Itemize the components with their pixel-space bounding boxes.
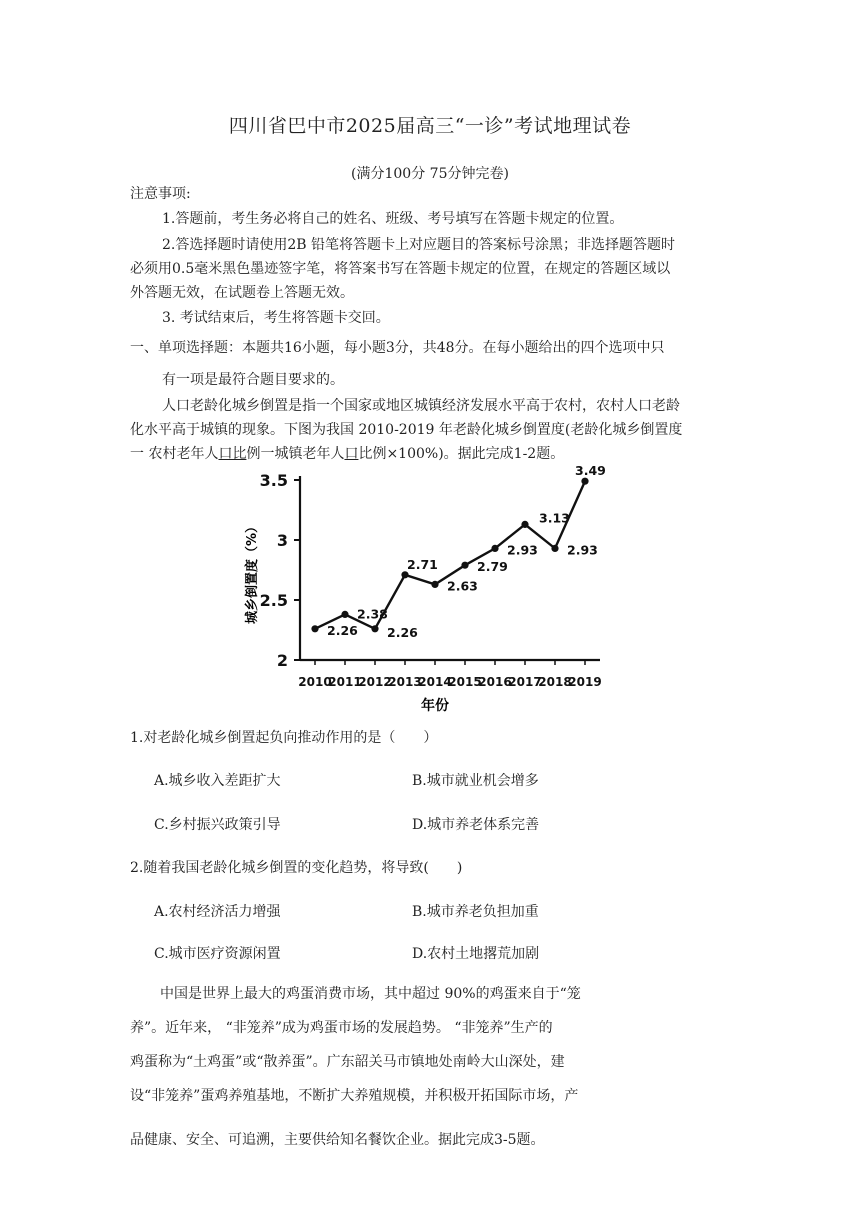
data-label: 2.71 (407, 556, 438, 572)
x-tick-label: 2010 (298, 675, 332, 689)
exam-subtitle: (满分100分 75分钟完卷) (351, 166, 509, 182)
data-point (431, 581, 438, 588)
x-tick-label: 2015 (448, 675, 482, 689)
y-tick-label: 2 (276, 651, 288, 670)
data-label: 2.26 (387, 624, 418, 640)
data-label: 2.93 (567, 542, 598, 558)
formula-part-e: 比例×100%)。据此完成1-2题。 (358, 446, 565, 462)
formula-part-b: 口比 (218, 446, 247, 462)
passage2-line4: 设“非笼养”蛋鸡养殖基地，不断扩大养殖规模，并积极开拓国际市场，产 (130, 1088, 579, 1104)
data-label: 3.13 (539, 510, 570, 526)
x-tick-label: 2019 (568, 675, 602, 689)
data-point (311, 625, 318, 632)
passage1-line1: 人口老龄化城乡倒置是指一个国家或地区城镇经济发展水平高于农村，农村人口老龄 (162, 398, 680, 414)
passage2-line5: 品健康、安全、可追溯，主要供给知名餐饮企业。据此完成3-5题。 (130, 1132, 545, 1148)
notice-item-1: 1.答题前，考生务必将自己的姓名、班级、考号填写在答题卡规定的位置。 (162, 211, 624, 227)
question-2-option-b: B.城市养老负担加重 (412, 904, 539, 920)
chart-data-labels (327, 463, 606, 640)
notice-item-2-end: 外答题无效，在试题卷上答题无效。 (130, 285, 354, 301)
x-axis-label: 年份 (421, 698, 449, 714)
data-label: 2.38 (357, 606, 388, 622)
data-point (371, 625, 378, 632)
data-label: 2.79 (477, 559, 508, 575)
question-2-option-c: C.城市医疗资源闲置 (154, 946, 281, 962)
aging-inversion-line-chart (230, 462, 630, 722)
chart-ticks (260, 471, 602, 689)
notice-item-2: 2.答选择题时请使用2B 铅笔将答题卡上对应题目的答案标号涂黑；非选择题答题时 (162, 237, 676, 253)
x-tick-label: 2016 (478, 675, 512, 689)
y-tick-label: 2.5 (259, 591, 288, 610)
data-point (551, 545, 558, 552)
exam-title: 四川省巴中市2025届高三“一诊”考试地理试卷 (228, 115, 632, 137)
data-point (461, 562, 468, 569)
formula-part-a: 一 农村老年人 (130, 446, 219, 462)
passage1-line2: 化水平高于城镇的现象。下图为我国 2010-2019 年老龄化城乡倒置度(老龄化城乡倒置度 (130, 422, 683, 438)
question-1-option-a: A.城乡收入差距扩大 (154, 773, 281, 789)
x-tick-label: 2017 (508, 675, 542, 689)
notice-item-3: 3. 考试结束后，考生将答题卡交回。 (162, 310, 390, 326)
passage2-line3: 鸡蛋称为“土鸡蛋”或“散养蛋”。广东韶关马市镇地处南岭大山深处，建 (130, 1054, 565, 1070)
y-tick-label: 3 (276, 531, 288, 550)
x-tick-label: 2014 (418, 675, 452, 689)
section-heading: 一、单项选择题：本题共16小题，每小题3分，共48分。在每小题给出的四个选项中只 (130, 340, 665, 356)
y-axis-label: 城乡倒置度（%） (245, 519, 260, 625)
x-tick-label: 2018 (538, 675, 572, 689)
data-point (581, 478, 588, 485)
data-label: 2.93 (507, 542, 538, 558)
y-tick-label: 3.5 (259, 471, 288, 490)
data-label: 2.63 (447, 578, 478, 594)
question-1-option-c: C.乡村振兴政策引导 (154, 817, 281, 833)
formula-part-d: 口 (344, 446, 359, 462)
question-1-option-d: D.城市养老体系完善 (412, 817, 540, 833)
formula-part-c: 例一城镇老年人 (246, 446, 345, 462)
data-label: 2.26 (327, 622, 358, 638)
passage2-line1: 中国是世界上最大的鸡蛋消费市场，其中超过 90%的鸡蛋来自于“笼 (160, 986, 581, 1002)
x-tick-label: 2013 (388, 675, 422, 689)
series-line (315, 481, 585, 629)
data-point (401, 571, 408, 578)
notice-item-2-cont: 必须用0.5毫米黑色墨迹签字笔，将答案书写在答题卡规定的位置，在规定的答题区域以 (130, 261, 671, 277)
data-label: 3.49 (575, 463, 606, 479)
data-point (491, 545, 498, 552)
question-2-stem: 2.随着我国老龄化城乡倒置的变化趋势，将导致( ) (130, 860, 463, 876)
data-point (341, 611, 348, 618)
question-1-option-b: B.城市就业机会增多 (412, 773, 539, 789)
section-heading-cont: 有一项是最符合题目要求的。 (162, 372, 344, 388)
data-point (521, 521, 528, 528)
notice-heading: 注意事项: (130, 186, 191, 202)
passage2-line2: 养”。近年来， “非笼养”成为鸡蛋市场的发展趋势。 “非笼养”生产的 (130, 1020, 553, 1036)
passage1-line3 (130, 444, 564, 464)
chart-points (311, 478, 588, 633)
x-tick-label: 2012 (358, 675, 392, 689)
question-2-option-d: D.农村土地撂荒加剧 (412, 946, 540, 962)
question-2-option-a: A.农村经济活力增强 (154, 904, 281, 920)
x-tick-label: 2011 (328, 675, 362, 689)
question-1-stem: 1.对老龄化城乡倒置起负向推动作用的是（ ） (130, 730, 438, 746)
